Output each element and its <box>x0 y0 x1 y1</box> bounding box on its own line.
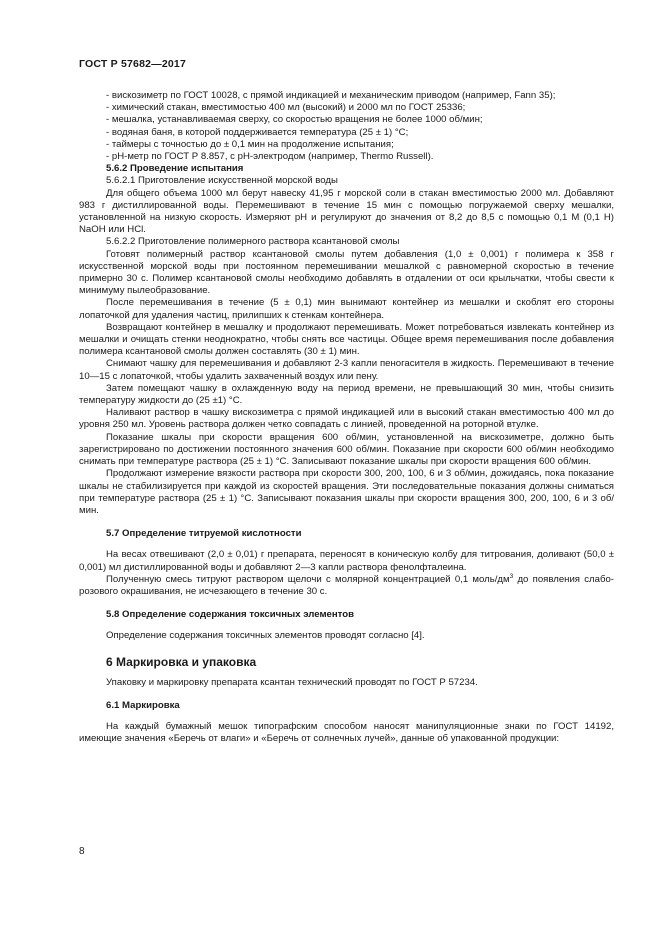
paragraph-text: 5.6.2 Проведение испытания <box>106 163 244 175</box>
paragraph-text: Упаковку и маркировку препарата ксантан технический проводят по ГОСТ Р 57234. <box>106 676 478 688</box>
document-body <box>79 90 614 746</box>
paragraph-text: 6.1 Маркировка <box>106 699 180 711</box>
paragraph <box>79 721 614 745</box>
superscript: 3 <box>509 572 514 580</box>
paragraph <box>79 236 614 248</box>
paragraph-text: Затем помещают чашку в охлажденную воду на период времени, не превышающий 30 мин, чтобы снизить температуру жидкости до (25 ±1) °С. <box>79 382 614 407</box>
paragraph-text: - химический стакан, вместимостью 400 мл (высокий) и 2000 мл по ГОСТ 25336; <box>106 102 466 114</box>
paragraph <box>79 549 614 573</box>
paragraph <box>79 630 614 642</box>
subsection-heading <box>79 163 614 175</box>
paragraph <box>79 574 614 598</box>
paragraph-text: 5.7 Определение титруемой кислотности <box>106 528 302 540</box>
paragraph-text: 5.8 Определение содержания токсичных элементов <box>106 609 355 621</box>
paragraph <box>79 358 614 382</box>
list-item <box>79 151 614 163</box>
subsection-heading <box>79 609 614 621</box>
section-heading <box>79 656 614 668</box>
list-item <box>79 102 614 114</box>
paragraph-text: - мешалка, устанавливаемая сверху, со скоростью вращения не более 1000 об/мин; <box>106 114 483 126</box>
paragraph <box>79 297 614 321</box>
paragraph <box>79 432 614 469</box>
paragraph-text: 5.6.2.2 Приготовление полимерного раствора ксантановой смолы <box>106 236 400 248</box>
subsection-heading <box>79 700 614 712</box>
paragraph-text: Снимают чашку для перемешивания и добавляют 2-3 капли пеногасителя в жидкость. Перемешивают в течение 10—15 с лопаточкой, чтобы удалить захваченный воздух или пену. <box>79 358 614 382</box>
paragraph-text: - вискозиметр по ГОСТ 10028, с прямой индикацией и механическим приводом (например, Fann 35); <box>106 90 556 101</box>
paragraph-text: Возвращают контейнер в мешалку и продолжают перемешивать. Может потребоваться извлекать контейнер из мешалки и очищать стенки неоднократно, чтобы снять все частицы. Общее время перемешивания после добавления полимера ксантановой смолы должен составлять (30 ± 1) мин. <box>79 321 614 358</box>
list-item <box>79 114 614 126</box>
paragraph-text: Продолжают измерение вязкости раствора при скорости 300, 200, 100, 6 и 3 об/мин, дожидаясь, пока показание шкалы не стабилизируется при каждой из скоростей вращения. Эти последовательные показания должны сниматься при температуре раствора (25 ± 1) °С. Записывают показания шкалы при скорости вращения 300, 200, 100, 6 и 3 об/мин. <box>79 468 614 516</box>
paragraph <box>79 383 614 407</box>
subsection-heading <box>79 528 614 540</box>
paragraph-text: Наливают раствор в чашку вискозиметра с прямой индикацией или в высокий стакан вместимостью 400 мл до уровня 250 мл. Уровень раствора должен четко совпадать с линией, проведенной на роторной втулке. <box>79 407 614 431</box>
document-header: ГОСТ Р 57682—2017 <box>79 58 187 70</box>
paragraph-text: Для общего объема 1000 мл берут навеску 41,95 г морской соли в стакан вместимостью 2000 мл. Добавляют 983 г дистиллированной воды. Перемешивают в течение 15 мин с помощью погружаемой сверху мешалки, установленной на низкую скорость. Измеряют рН и регулируют до значения от 8,2 до 8,5 с помощью 0,1 М (0,1 Н) NaOH или HCl. <box>79 187 614 236</box>
paragraph-text: - водяная баня, в которой поддерживается температура (25 ± 1) °С; <box>106 126 409 138</box>
paragraph-text: 6 Маркировка и упаковка <box>106 654 257 669</box>
paragraph-text-tail: до появления слабо-розового окрашивания, не исчезающего в течение 30 с. <box>79 573 614 597</box>
paragraph-text: 5.6.2.1 Приготовление искусственной морской воды <box>106 175 338 187</box>
paragraph <box>79 188 614 237</box>
paragraph-text: - рН-метр по ГОСТ Р 8.857, с рН-электродом (например, Thermo Russell). <box>106 151 434 163</box>
paragraph-text: - таймеры с точностью до ± 0,1 мин на продолжение испытания; <box>106 138 394 150</box>
paragraph <box>79 468 614 517</box>
paragraph-text: На весах отвешивают (2,0 ± 0,01) г препарата, переносят в коническую колбу для титрования, доливают (50,0 ± 0,001) мл дистиллированной воды и добавляют 2—3 капли раствора фенолфталеина. <box>79 549 614 573</box>
page-number: 8 <box>79 846 85 857</box>
paragraph <box>79 322 614 359</box>
paragraph-text: Готовят полимерный раствор ксантановой смолы путем добавления (1,0 ± 0,001) г полимера к 358 г искусственной морской воды при постоянном перемешивании мешалкой с равномерной скоростью в течение примерно 30 с. Полимер ксантановой смолы необходимо добавлять в отдалении от оси крыльчатки, чтобы свести к минимуму пылеобразование. <box>79 248 614 297</box>
paragraph-text: Полученную смесь титруют раствором щелочи с молярной концентрацией 0,1 моль/дм <box>106 573 510 585</box>
paragraph <box>79 175 614 187</box>
paragraph-text: Показание шкалы при скорости вращения 600 об/мин, установленной на вискозиметре, должно быть зарегистрировано по достижении постоянного значения 600 об/мин. Показание при скорости 600 об/мин необходимо снимать при температуре раствора (25 ± 1) °С. Записывают показание шкалы при скорости вращения 600 об/мин. <box>79 431 614 468</box>
paragraph-text: На каждый бумажный мешок типографским способом наносят манипуляционные знаки по ГОСТ 14192, имеющие значения «Беречь от влаги» и «Беречь от солнечных лучей», данные об упакованной продукции: <box>79 721 614 745</box>
list-item <box>79 139 614 151</box>
paragraph-text: Определение содержания токсичных элементов проводят согласно [4]. <box>106 630 425 642</box>
paragraph <box>79 407 614 431</box>
list-item <box>79 90 614 102</box>
list-item <box>79 127 614 139</box>
paragraph-text: После перемешивания в течение (5 ± 0,1) мин вынимают контейнер из мешалки и скоблят его стороны лопаточкой для удаления частиц, прилипших к стенкам контейнера. <box>79 297 614 321</box>
paragraph <box>79 677 614 689</box>
paragraph <box>79 249 614 298</box>
